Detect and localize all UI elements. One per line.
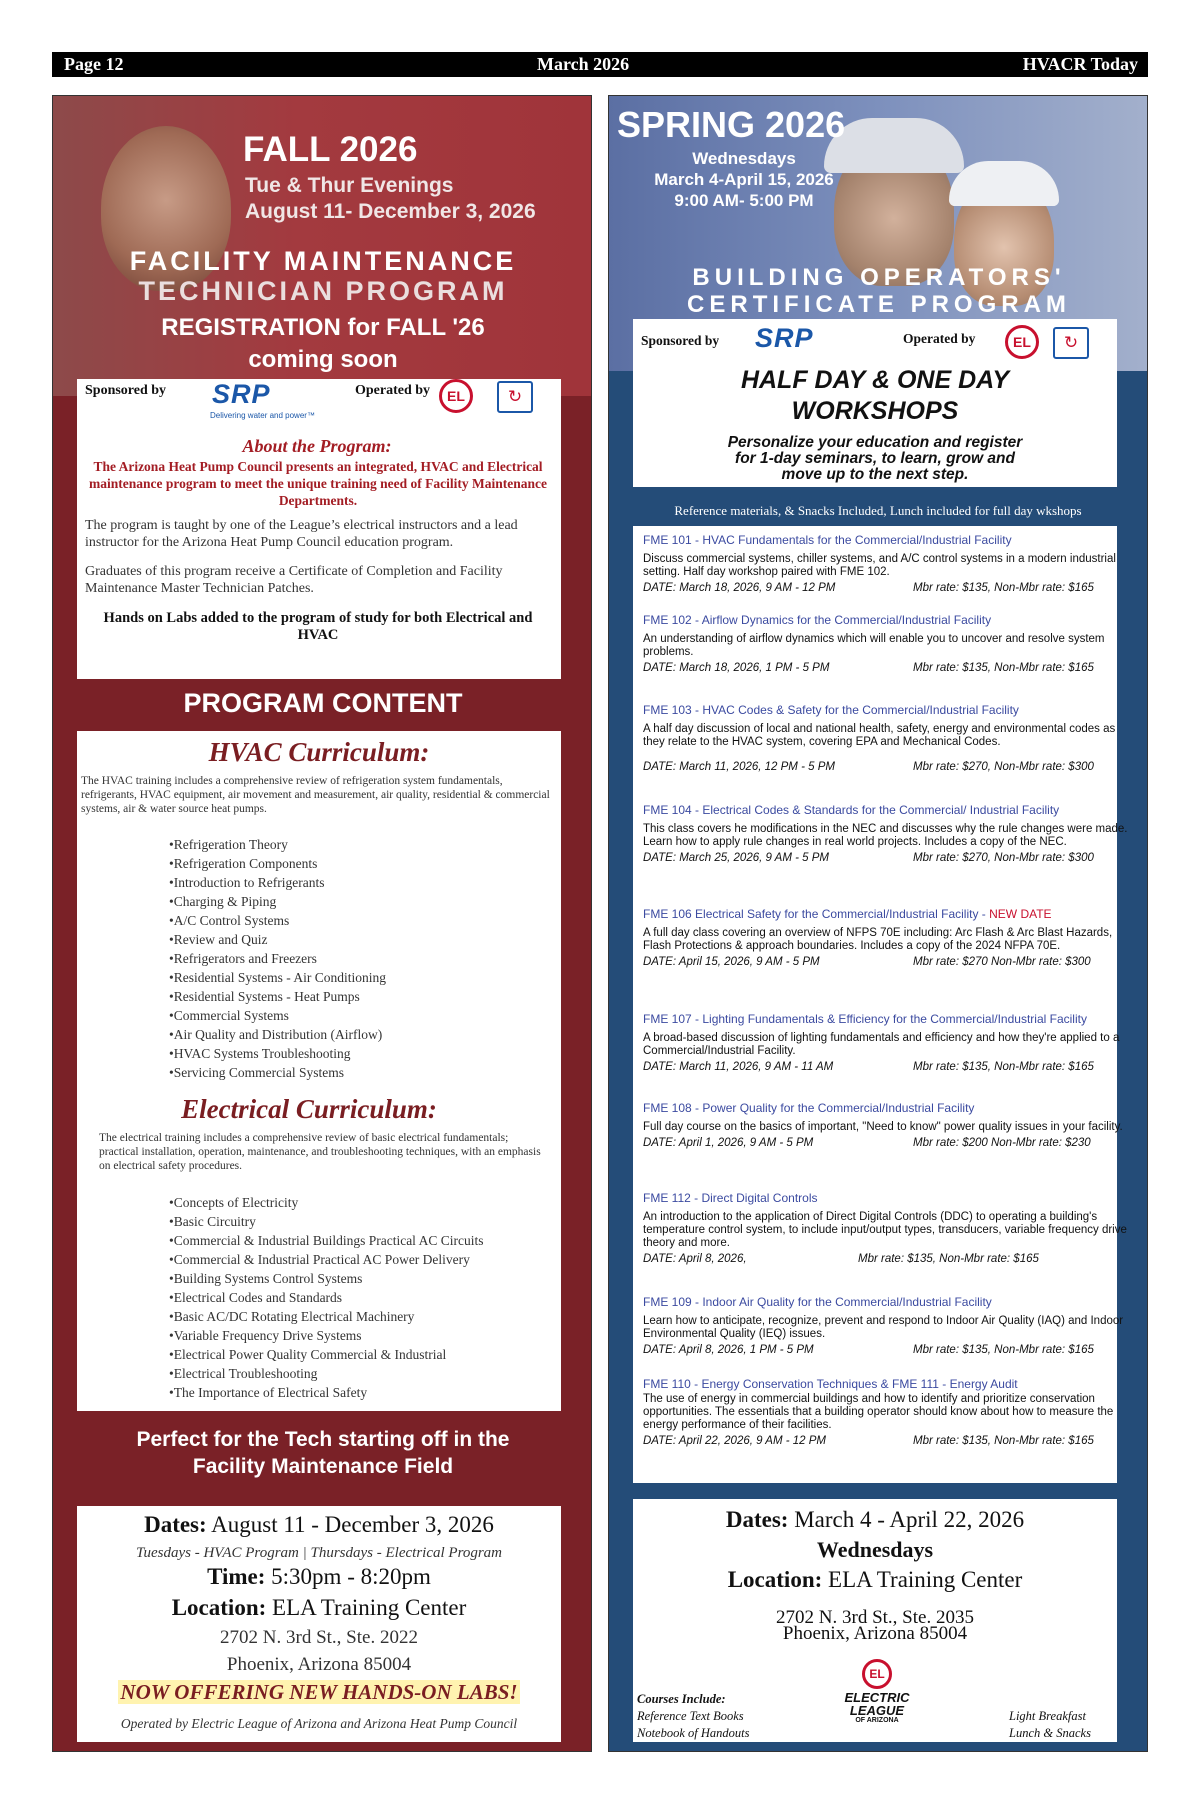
- registration-line1: REGISTRATION for FALL '26: [161, 314, 485, 341]
- course-date-row: [643, 1344, 1138, 1357]
- hvac-topic: • Refrigeration Components: [169, 854, 386, 873]
- spring-days: Wednesdays: [692, 149, 796, 168]
- course-date: DATE: April 15, 2026, 9 AM - 5 PM: [643, 956, 820, 968]
- perfect-line1: Perfect for the Tech starting off in the: [136, 1428, 510, 1451]
- hvac-topic: • Commercial Systems: [169, 1006, 386, 1025]
- curriculum-box: [77, 731, 561, 1411]
- course-description: An understanding of airflow dynamics which will enable you to uncover and resolve system problems.: [643, 633, 1105, 658]
- course-date: DATE: March 11, 2026, 12 PM - 5 PM: [643, 761, 835, 773]
- ela-logo: EL: [439, 379, 473, 413]
- spring-location-line: [633, 1567, 1117, 1593]
- registration-line2: coming soon: [248, 346, 398, 373]
- program-name-line2: TECHNICIAN PROGRAM: [138, 276, 508, 306]
- course-rate: Mbr rate: $270 Non-Mbr rate: $300: [913, 956, 1091, 968]
- course-date: DATE: April 22, 2026, 9 AM - 12 PM: [643, 1435, 827, 1447]
- course-item: [643, 1192, 1138, 1266]
- fall-address-line1: 2702 N. 3rd St., Ste. 2022: [220, 1627, 418, 1648]
- course-date: DATE: March 18, 2026, 9 AM - 12 PM: [643, 582, 836, 594]
- hvac-topic: • Introduction to Refrigerants: [169, 873, 386, 892]
- reference-note: Reference materials, & Snacks Included, Lunch included for full day wkshops: [674, 503, 1082, 518]
- course-description: An introduction to the application of Direct Digital Controls (DDC) to operating a building's temperature control system, to include input/output types, transducers, variable frequency drive theory and more.: [643, 1211, 1127, 1249]
- fall-time-line: [77, 1564, 561, 1590]
- fall-address-line2: Phoenix, Arizona 85004: [226, 1654, 412, 1675]
- dates-value: March 4 - April 22, 2026: [794, 1507, 1025, 1532]
- fall-days: Tue & Thur Evenings: [245, 174, 454, 197]
- heat-pump-council-icon: ↻: [1053, 327, 1089, 359]
- course-title: FME 103 - HVAC Codes & Safety for the Commercial/Industrial Facility: [643, 703, 1019, 717]
- hvac-topic: • Air Quality and Distribution (Airflow): [169, 1025, 386, 1044]
- spring-dates-line: [633, 1507, 1117, 1533]
- course-date-row: [643, 1253, 1138, 1266]
- course-date-row: [643, 852, 1138, 865]
- course-item: [643, 704, 1138, 774]
- time-label: Time:: [207, 1564, 266, 1589]
- operated-by-label: Operated by: [355, 383, 431, 398]
- course-date: DATE: March 11, 2026, 9 AM - 11 AM: [643, 1061, 834, 1073]
- course-description: The use of energy in commercial buildings and how to identify and prioritize conservation opportunities. The essentials that a building operator should know about how to measure the energy performance of their facilities.: [643, 1393, 1114, 1431]
- course-date-row: [643, 1435, 1138, 1448]
- personalize-text: [633, 435, 1117, 483]
- course-item: [643, 534, 1138, 595]
- course-description: Discuss commercial systems, chiller systems, and A/C control systems in a modern industrial setting. Half day workshop paired with FME 102.: [643, 553, 1116, 578]
- electrical-topic: • Electrical Codes and Standards: [169, 1288, 483, 1307]
- logo-text: OF ARIZONA: [855, 1717, 899, 1724]
- course-title: [643, 908, 1138, 921]
- course-title: FME 107 - Lighting Fundamentals & Efficiency for the Commercial/Industrial Facility: [643, 1012, 1087, 1026]
- course-rate: Mbr rate: $135, Non-Mbr rate: $165: [913, 582, 1094, 594]
- course-rate: Mbr rate: $135, Non-Mbr rate: $165: [913, 1061, 1094, 1073]
- workshops-heading-line2: WORKSHOPS: [791, 397, 959, 425]
- course-title: FME 108 - Power Quality for the Commercial/Industrial Facility: [643, 1101, 975, 1115]
- course-list-box: [633, 526, 1128, 1483]
- issue-date: March 2026: [537, 54, 630, 74]
- course-date: DATE: March 25, 2026, 9 AM - 5 PM: [643, 852, 829, 864]
- course-title: FME 102 - Airflow Dynamics for the Commercial/Industrial Facility: [643, 613, 992, 627]
- electrical-intro: The electrical training includes a comprehensive review of basic electrical fundamentals; practical installation, operation, maintenance, and troubleshooting techniques, with an emphasis on electrical safety procedures.: [99, 1132, 541, 1172]
- operated-by-label: Operated by: [903, 331, 976, 346]
- spring-hours: 9:00 AM- 5:00 PM: [674, 191, 814, 210]
- fall-title: FALL 2026: [243, 130, 418, 169]
- electric-league-logo: [839, 1659, 915, 1724]
- spring-title: SPRING 2026: [617, 104, 846, 145]
- offering-text: NOW OFFERING NEW HANDS-ON LABS!: [120, 1680, 518, 1704]
- ela-logo-mark: EL: [862, 1659, 892, 1689]
- electrical-topic: • Building Systems Control Systems: [169, 1269, 483, 1288]
- location-value: ELA Training Center: [272, 1595, 467, 1620]
- hvac-topic: • Review and Quiz: [169, 930, 386, 949]
- course-date: DATE: April 1, 2026, 9 AM - 5 PM: [643, 1137, 814, 1149]
- sponsored-by-label: Sponsored by: [641, 333, 720, 348]
- location-value: ELA Training Center: [828, 1567, 1023, 1592]
- include-item: Notebook of Handouts: [637, 1726, 750, 1740]
- workshops-heading-line1: HALF DAY & ONE DAY: [740, 366, 1010, 394]
- electrical-topic: • Electrical Troubleshooting: [169, 1364, 483, 1383]
- perfect-line2: Facility Maintenance Field: [192, 1455, 454, 1478]
- location-label: Location:: [727, 1567, 823, 1592]
- fall-dates-line: [77, 1512, 561, 1538]
- course-date-row: [643, 662, 1138, 675]
- electrical-curriculum-title: Electrical Curriculum:: [181, 1094, 437, 1124]
- bocp-line2: CERTIFICATE PROGRAM: [687, 291, 1071, 318]
- course-date-row: [643, 956, 1138, 969]
- course-description: Learn how to anticipate, recognize, prevent and respond to Indoor Air Quality (IAQ) and Indoor Environmental Quality (IEQ) issues.: [643, 1315, 1124, 1340]
- course-item: [643, 804, 1138, 865]
- dates-label: Dates:: [725, 1507, 789, 1532]
- fall-location-line: [77, 1595, 561, 1621]
- hvac-topic: • Residential Systems - Heat Pumps: [169, 987, 386, 1006]
- hvac-topic-list: [169, 835, 386, 1082]
- course-title-text: FME 106 Electrical Safety for the Commercial/Industrial Facility -: [643, 907, 990, 921]
- sponsored-by-label: Sponsored by: [85, 383, 167, 398]
- dates-value: August 11 - December 3, 2026: [211, 1512, 494, 1537]
- course-rate: Mbr rate: $135, Non-Mbr rate: $165: [913, 662, 1094, 674]
- hvac-topic: • Residential Systems - Air Conditioning: [169, 968, 386, 987]
- course-item: [643, 1378, 1138, 1448]
- perfect-for-tech: [53, 1426, 592, 1480]
- workshops-box: [633, 319, 1117, 487]
- meal-item: Lunch & Snacks: [1009, 1726, 1091, 1740]
- course-title: FME 110 - Energy Conservation Techniques & FME 111 - Energy Audit: [643, 1377, 1018, 1391]
- about-title: About the Program:: [242, 436, 392, 456]
- program-content-heading: PROGRAM CONTENT: [183, 688, 463, 718]
- hard-hat-icon: [949, 161, 1059, 206]
- hvac-intro: The HVAC training includes a comprehensive review of refrigeration system fundamentals, refrigerants, HVAC equipment, air movement and measurement, air quality, residential & commercial systems, air & water source heat pumps.: [81, 775, 550, 815]
- course-description: A half day discussion of local and national health, safety, energy and environmental codes as they relate to the HVAC system, covering EPA and Mechanical Codes.: [643, 723, 1116, 748]
- ela-logo: EL: [1005, 325, 1039, 359]
- fall-days-line: Tuesdays - HVAC Program | Thursdays - Electrical Program: [135, 1545, 503, 1561]
- course-rate: Mbr rate: $135, Non-Mbr rate: $165: [913, 1344, 1094, 1356]
- new-date-badge: NEW DATE: [989, 907, 1052, 921]
- electrical-topic: • Basic Circuitry: [169, 1212, 483, 1231]
- spring-dates-box: [633, 1499, 1117, 1742]
- course-rate: Mbr rate: $135, Non-Mbr rate: $165: [858, 1253, 1039, 1265]
- about-text: The Arizona Heat Pump Council presents an integrated, HVAC and Electrical maintenance program to meet the unique training need of Facility Maintenance Departments.: [89, 459, 547, 508]
- location-label: Location:: [171, 1595, 267, 1620]
- include-item: Reference Text Books: [637, 1709, 744, 1723]
- electrical-topic: • Basic AC/DC Rotating Electrical Machinery: [169, 1307, 483, 1326]
- course-description: A broad-based discussion of lighting fundamentals and efficiency and how they're applied to a Commercial/Industrial Facility.: [643, 1032, 1120, 1057]
- course-item: [643, 1102, 1138, 1150]
- course-rate: Mbr rate: $135, Non-Mbr rate: $165: [913, 1435, 1094, 1447]
- hvac-topic: • Servicing Commercial Systems: [169, 1063, 386, 1082]
- course-description: This class covers he modifications in the NEC and discusses why the rule changes were made. Learn how to apply rule changes in real world projects. Includes a copy of the NEC.: [643, 823, 1128, 848]
- logo-text: LEAGUE: [849, 1703, 905, 1718]
- course-title: FME 101 - HVAC Fundamentals for the Commercial/Industrial Facility: [643, 533, 1012, 547]
- hvac-topic: • Charging & Piping: [169, 892, 386, 911]
- spring-address-line1: 2702 N. 3rd St., Ste. 2035: [776, 1607, 974, 1628]
- bocp-line1: BUILDING OPERATORS': [692, 264, 1066, 291]
- page-header: [52, 52, 1148, 77]
- dates-label: Dates:: [144, 1512, 207, 1537]
- srp-logo: SRP: [755, 323, 814, 353]
- course-date-row: [643, 1137, 1138, 1150]
- course-description: A full day class covering an overview of NFPS 70E including: Arc Flash & Arc Blast Hazards, Flash Protections & approach boundaries. Includes a copy of the 2024 NFPA 70E.: [643, 927, 1113, 952]
- electrical-topic: • Commercial & Industrial Buildings Practical AC Circuits: [169, 1231, 483, 1250]
- meal-item: Light Breakfast: [1009, 1709, 1086, 1723]
- about-box: [77, 379, 561, 679]
- course-title: FME 109 - Indoor Air Quality for the Commercial/Industrial Facility: [643, 1295, 992, 1309]
- courses-include: [637, 1691, 750, 1742]
- hvac-curriculum-title: HVAC Curriculum:: [208, 737, 430, 767]
- hvac-topic: • Refrigeration Theory: [169, 835, 386, 854]
- course-rate: Mbr rate: $200 Non-Mbr rate: $230: [913, 1137, 1091, 1149]
- program-name-line1: FACILITY MAINTENANCE: [129, 246, 517, 276]
- personalize-line3: move up to the next step.: [781, 466, 969, 483]
- fall-program-ad: [52, 95, 592, 1752]
- operated-by-footer: Operated by Electric League of Arizona and Arizona Heat Pump Council: [120, 1716, 518, 1731]
- course-date: DATE: April 8, 2026, 1 PM - 5 PM: [643, 1344, 814, 1356]
- electrical-topic: • Electrical Power Quality Commercial & Industrial: [169, 1345, 483, 1364]
- workshops-heading: [633, 365, 1117, 427]
- electrical-topic: • Variable Frequency Drive Systems: [169, 1326, 483, 1345]
- certificate-paragraph: Graduates of this program receive a Certificate of Completion and Facility Maintenance Master Technician Patches.: [85, 564, 503, 596]
- hvac-topic: • HVAC Systems Troubleshooting: [169, 1044, 386, 1063]
- course-rate: Mbr rate: $270, Non-Mbr rate: $300: [913, 761, 1094, 773]
- electrical-topic: • The Importance of Electrical Safety: [169, 1383, 483, 1402]
- fall-dates-box: [77, 1506, 561, 1742]
- fall-dates: August 11- December 3, 2026: [245, 200, 536, 223]
- spring-schedule: [609, 148, 879, 211]
- logo-text: ELECTRIC: [844, 1690, 910, 1705]
- personalize-line2: for 1-day seminars, to learn, grow and: [735, 450, 1015, 467]
- personalize-line1: Personalize your education and register: [727, 434, 1023, 451]
- course-date: DATE: April 8, 2026,: [643, 1253, 747, 1265]
- publication-name: HVACR Today: [1022, 54, 1138, 74]
- offering-banner: [77, 1680, 561, 1705]
- courses-include-label: Courses Include:: [637, 1692, 726, 1706]
- course-rate: Mbr rate: $270, Non-Mbr rate: $300: [913, 852, 1094, 864]
- meals-included: [1009, 1708, 1091, 1742]
- page-number: Page 12: [64, 54, 124, 74]
- course-date-row: [643, 582, 1138, 595]
- hvac-topic: • Refrigerators and Freezers: [169, 949, 386, 968]
- spring-dates: March 4-April 15, 2026: [654, 170, 834, 189]
- electrical-topic: • Commercial & Industrial Practical AC Power Delivery: [169, 1250, 483, 1269]
- course-item: [643, 908, 1138, 969]
- course-title: FME 112 - Direct Digital Controls: [643, 1191, 818, 1205]
- course-item: [643, 614, 1138, 675]
- electrical-topic: • Concepts of Electricity: [169, 1193, 483, 1212]
- course-item: [643, 1013, 1138, 1074]
- course-title: FME 104 - Electrical Codes & Standards for the Commercial/ Industrial Facility: [643, 803, 1060, 817]
- srp-logo: SRP: [212, 379, 271, 409]
- fall-schedule: [245, 173, 536, 225]
- srp-tagline: Delivering water and power™: [210, 411, 315, 420]
- spring-program-ad: [608, 95, 1148, 1752]
- course-date-row: [643, 761, 1138, 774]
- course-description: Full day course on the basics of important, "Need to know" power quality issues in your facility.: [643, 1121, 1123, 1133]
- labs-paragraph: Hands on Labs added to the program of study for both Electrical and HVAC: [103, 610, 533, 643]
- spring-wednesdays: Wednesdays: [816, 1537, 934, 1562]
- heat-pump-council-icon: ↻: [497, 381, 533, 413]
- course-item: [643, 1296, 1138, 1357]
- spring-address-line2: Phoenix, Arizona 85004: [782, 1623, 968, 1644]
- course-date-row: [643, 1061, 1138, 1074]
- course-date: DATE: March 18, 2026, 1 PM - 5 PM: [643, 662, 830, 674]
- time-value: 5:30pm - 8:20pm: [271, 1564, 431, 1589]
- instructor-paragraph: The program is taught by one of the League’s electrical instructors and a lead instructor for the Arizona Heat Pump Council education program.: [85, 518, 518, 550]
- electrical-topic-list: [169, 1193, 483, 1402]
- hvac-topic: • A/C Control Systems: [169, 911, 386, 930]
